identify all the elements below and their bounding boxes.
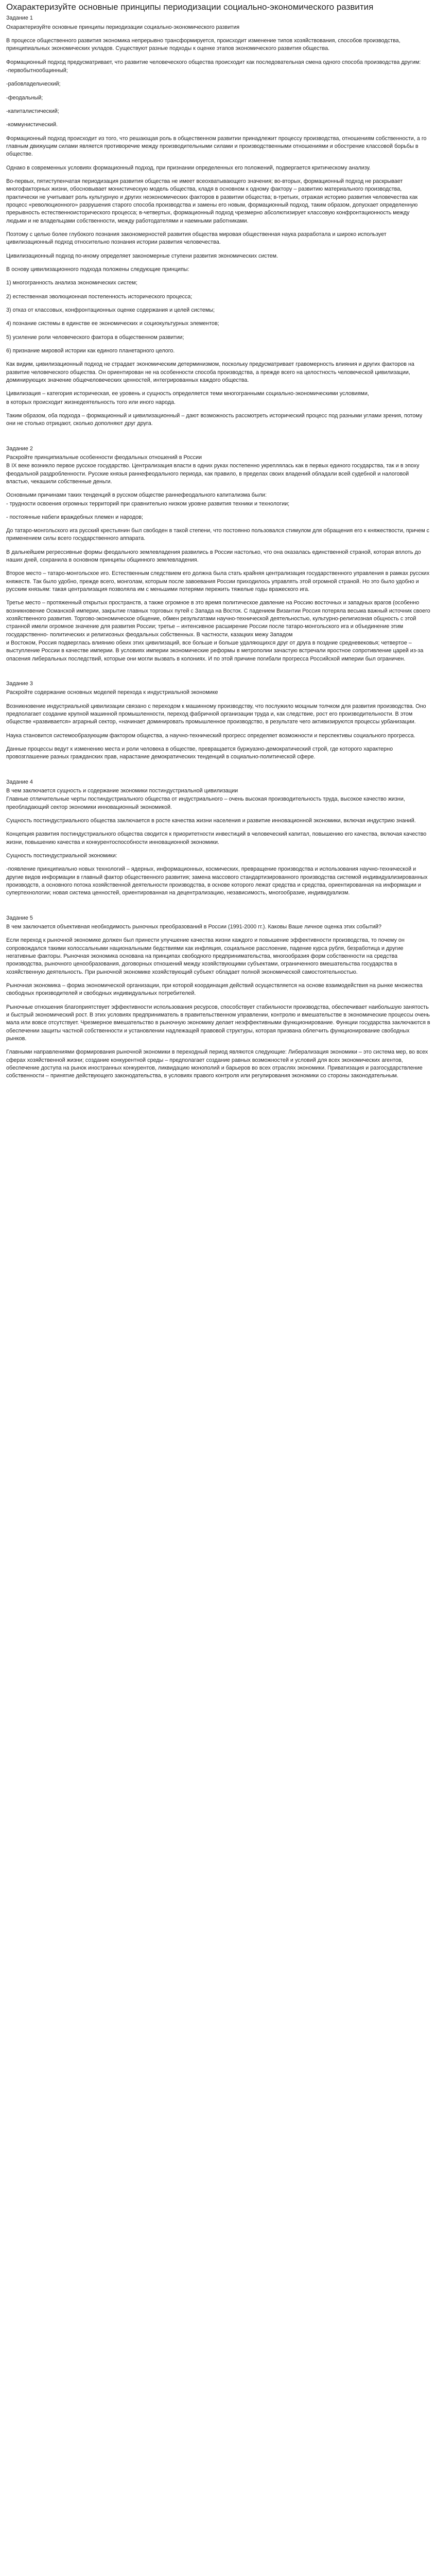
paragraph-gap <box>6 565 431 570</box>
paragraph: Однако в современных условиях формационный подход, при признании определенных его положений, подвергается критическому анализу. <box>6 164 371 171</box>
task-section <box>6 778 431 897</box>
paragraph: Формационный подход происходит из того, что решающая роль в общественном развитии принадлежит процессу производства, отношениям собственности, а го главным движущим силами является противоречие между производительными силами и производственными отношениями и обострение классовой борьбы в обществе. <box>6 135 427 158</box>
paragraph: -коммунистический. <box>6 122 58 128</box>
task-title: Задание 1 <box>6 15 33 22</box>
paragraph: До татаро-монгольского ига русский крестьянин был свободен в такой степени, что постоянно пользовался стимулом для обращения его к княжествости, причем с применением силы всего государственного аппарата. <box>6 528 430 542</box>
paragraph: - трудности освоения огромных территорий при сравнительно низком уровне развития техники и технологии; <box>6 500 290 507</box>
paragraph-gap <box>6 931 431 937</box>
paragraph-gap <box>6 407 431 412</box>
paragraph-gap <box>6 727 431 732</box>
paragraph: 6) признание мировой истории как единого планетарного целого. <box>6 347 175 354</box>
task-title: Задание 2 <box>6 445 33 452</box>
paragraph: В чем заключается сущность и содержание экономики постиндустриальной цивилизации <box>6 788 238 794</box>
paragraph: Цивилизационный подход по-иному определяет закономерные ступени развития экономических систем. <box>6 252 278 259</box>
task-section <box>6 914 431 1080</box>
paragraph: 5) усиление роли человеческого фактора в общественном развитии; <box>6 334 184 341</box>
paragraph-gap <box>6 116 431 121</box>
paragraph: 2) естественная эволюционная постепенность исторического процесса; <box>6 293 193 300</box>
paragraph: -рабовладельческий; <box>6 81 61 88</box>
paragraph-gap <box>6 825 431 831</box>
task-separator <box>6 429 431 440</box>
paragraph: - постоянные набеги враждебных племен и народов; <box>6 514 144 520</box>
paragraph: Сущность постиндустриальной экономики: <box>6 853 117 859</box>
paragraph-gap <box>6 226 431 231</box>
document <box>0 0 436 1087</box>
paragraph: Раскройте содержание основных моделей перехода к индустриальной экономике <box>6 689 218 696</box>
task-list <box>6 14 431 1080</box>
paragraph: Третье место – протяженный открытых пространств, а также огромное в это время политическое давление на Россию восточных и западных врагов (особенно возникновение Османской империи, закрытие главных торговых путей с Запада на Восток. С падением Византии Россия потеряла весьма важный источник своего хозяйственного развития. Торгово-экономическое общение, обмен результатами научно-технической деятельностью, культурно-религиозная общность с этой странной имели огромное значение для развития России; третье – интенсивное расширение России после татаро-монгольского ига и объединение этим государственно- политических и религиозных феодальных собственных. В частности, казацких межу Западом <box>6 600 430 638</box>
task-title: Задание 4 <box>6 778 33 785</box>
paragraph-gap <box>6 594 431 599</box>
paragraph: Охарактеризуйте основные принципы периодизации социально-экономического развития <box>6 24 240 30</box>
paragraph-gap <box>6 860 431 866</box>
paragraph-gap <box>6 261 431 266</box>
paragraph: Рыночная экономика – форма экономической организации, при которой координация действий осуществляется на основе взаимодействия на рынке множества свободных производителей и свободных индивидуальных потребителей. <box>6 982 423 997</box>
paragraph-gap <box>6 89 431 94</box>
paragraph: -появление принципиально новых технологий – ядерных, информационных, космических, превращение производства и использования научно-технической и другие видов информации в главный фактор общественного развития; замена массового стандартизированного производства системой индивидуализированных производств, а основного потока хозяйственной деятельности производства, в основе которого лежат средства и средства, ориентированная на информации и супертехнологии; новая система ценностей, ориентированная на децентрализацию, независимость, многообразие, индивидуализм. <box>6 866 428 896</box>
paragraph: В чем заключается объективная необходимость рыночных преобразований в России (1991-2000 гг.). Каковы Ваше личное оценка этих событий? <box>6 923 382 930</box>
paragraph: В IX веке возникло первое русское государство. Централизация власти в одних руках постепенно укреплялась как в первых единого государства, так и в эпоху феодальной раздробленности. Русские князья раннефеодального периода, как правило, в пределах своих владений обладали всей судебной и налоговой властью, чекашили собственные деньги. <box>6 463 420 485</box>
paragraph: Раскройте принципиальные особенности феодальных отношений в России <box>6 454 202 461</box>
paragraph-gap <box>6 342 431 347</box>
task-separator <box>6 664 431 675</box>
paragraph: -первобытнообщинный; <box>6 67 68 74</box>
paragraph-gap <box>6 315 431 320</box>
paragraph-gap <box>6 509 431 514</box>
paragraph-gap <box>6 159 431 164</box>
paragraph: Наука становится системообразующим фактором общества, а научно-технический прогресс определяет возможности и перспективы социального прогресса. <box>6 732 415 739</box>
paragraph-gap <box>6 1043 431 1048</box>
paragraph: Формационный подход предусматривает, что развитие человеческого общества происходит как последовательная смена одного способа производства другим: <box>6 59 421 65</box>
paragraph: Таким образом, оба подхода – формационный и цивилизационный – дают возможность рассмотреть исторический процесс под разными углами зрения, потому они не столько отрицают, сколько дополняют друг друга. <box>6 412 423 427</box>
paragraph: и Востоком, Россия подверглась влиянию обеих этих цивилизаций, все больше и больше удаляющихся друг от друга в поздние средневековья; четвертое – выступление России в качестве империи. В условиях империи экономические реформы в метрополии зачастую встречали яростное сопротивление царей из-за опасения либеральных последствий, которые они могли вызвать в колониях. И по этой причине погибали прогресса Российской империи был ограничен. <box>6 640 424 662</box>
paragraph: Второе место – татаро-монгольское иго. Естественным следствием его должна была стать крайняя централизация государственного управления в рамках русских княжеств. Так было удобно, прежде всего, монголам, которым после завоевания России приходилось управлять этой огромной страной. Но это было удобно и русским князьям: такая централизация позволяла им с меньшими потерями пережить тяжелые годы вражеского ига. <box>6 570 430 593</box>
paragraph: Возникновение индустриальной цивилизации связано с переходом к машинному производству, что послужило мощным толчком для развития производства. Оно предполагает создание крупной машинной промышленности, переход фабричной организации труда и, как следствие, рост его производительности. В этом обществе «развивается» аграрный сектор, «начинает доминировать промышленное производство, в результате чего активизируются процессы урбанизации. <box>6 703 426 725</box>
paragraph: Если переход к рыночной экономике должен был принести улучшение качества жизни каждого и повышение эффективности производства, то почему он сопровождался такими колоссальными национальными бедствиями как инфляция, социальное расслоение, падение курса рубля, безработица и другие негативные факторы. Рыночная экономика основана на принципах свободного предпринимательства, многообразия форм собственности на средства производства, рыночного ценообразования, договорных отношений между хозяйствующими субъектами, ограниченного вмешательства государства в хозяйственную деятельность. При рыночной экономике хозяйствующий субъект обладает полной экономической самостоятельностью. <box>6 937 405 975</box>
task-separator <box>6 898 431 909</box>
paragraph: Как видим, цивилизационный подход не страдает экономическим детерминизмом, поскольку предусматривает гравомерность влияния и других факторов на развитие человеческого общества. Он ориентирован не на особенности способа производства, а прежде всего на целостность человеческой цивилизации, доминирующих значение общечеловеческих ценностей, интегрированных каждого общества. <box>6 361 414 383</box>
task-section <box>6 14 431 428</box>
paragraph-gap <box>6 288 431 293</box>
paragraph-gap <box>6 998 431 1004</box>
paragraph-gap <box>6 544 431 549</box>
paragraph: Главными направлениями формирования рыночной экономики в переходный период являются следующие: Либерализация экономики – это система мер, во всех сферах хозяйственной жизни; создание конкурентной среды – предполагает создание равных возможностей и условий для всех экономических агентов, обеспечение доступа на рынок иностранных конкурентов, ликвидацию монополий и барьеров во всех отраслях экономики. Приватизация и разгосударствление собственности – принятие действующего законодательства, в условиях правого контроля или регулирования экономики со стороны законодательным. <box>6 1049 428 1079</box>
paragraph: Сущность постиндустриального общества заключается в росте качества жизни населения и развитие инновационной экономики, включая индустрию знаний. <box>6 818 416 824</box>
paragraph-gap <box>6 355 431 361</box>
paragraph: В основу цивилизационного подхода положены следующие принципы: <box>6 266 189 273</box>
paragraph: В процессе общественного развития экономика непрерывно трансформируется, происходит изменение типов хозяйствования, способов производства, принципиальных экономических укладов. Существуют разные подходы к оценке этапов экономического развития общества. <box>6 38 400 52</box>
paragraph: Данные процессы ведут к изменению места и роли человека в обществе, превращается буржуазно-демократический строй, где которого характерно провозглашение разных гражданских прав, нарастание демократических тенденций в социально-политической сфере. <box>6 746 393 760</box>
paragraph: Поэтому с целью более глубокого познания закономерностей развития общества мировая общественная наука разработала и широко использует цивилизационный подход относительно познания истории развития человечества. <box>6 231 387 246</box>
paragraph-gap <box>6 977 431 982</box>
document-title: Охарактеризуйте основные принципы периодизации социально-экономического развития <box>6 2 374 12</box>
paragraph-gap <box>6 740 431 745</box>
paragraph-gap <box>6 522 431 527</box>
paragraph-gap <box>6 247 431 252</box>
paragraph: Концепция развития постиндустриального общества сводится к приоритетности инвестиций в человеческий капитал, повышению его качества, включая качество жизни, повышению качества и конкурентоспособности инновационной экономики. <box>6 831 427 845</box>
paragraph: Рыночные отношения благоприятствует эффективности использования ресурсов, способствует стабильности производства, обеспечивает наибольшую занятость и быстрый экономический рост. В этих условиях предприниматель в правительственном управлении, контролю и вмешательстве в экономические процессы очень мала или вовсе отсутствует. Чрезмерное вмешательство в рыночную экономику делает неэффективными функционирование. Функции государства заключаются в обеспечении защиты частной собственности и установлении надлежащей правовой структуры, которая призвана облегчить функционирование свободных рынков. <box>6 1004 430 1042</box>
paragraph-gap <box>6 173 431 178</box>
paragraph: -капиталистический; <box>6 108 59 115</box>
paragraph: Во-первых, пятиступенчатая периодизация развития общества не имеет всеохватывающего значения; во-вторых, формационный подход не раскрывает многофакторных жизни, обосновывает монистическую модель общества, кладя в основном к одному фактору – развитию материального производства, практически не учитывает роль культурную и других неэкономических факторов в развитии общества; в-третьих, отражая историю развития человечества как процесс «революционного» разрушения старого способа производства и замены его новым, формационный подход, таким образом, допускает определенную прерывность естественноисторического процесса; в-четвертых, формационный подход чрезмерно абсолютизирует классовую конфронтационность между людьми и не владельцами собственности, между работодателями и наемными работниками. <box>6 178 418 224</box>
paragraph-gap <box>6 75 431 80</box>
task-separator <box>6 762 431 773</box>
paragraph: Основными причинами таких тенденций в русском обществе раннефеодального капитализма были: <box>6 492 267 499</box>
paragraph: Главные отличительные черты постиндустриального общества от индустриального – очень высокая производительность труда, высокое качество жизни, преобладающий сектор экономики инновационный экономикой. <box>6 796 405 810</box>
task-section <box>6 445 431 664</box>
task-section <box>6 680 431 761</box>
paragraph-gap <box>6 103 431 108</box>
paragraph-gap <box>6 486 431 492</box>
paragraph: в которых происходит жизнедеятельность того или иного народа. <box>6 399 176 405</box>
paragraph-gap <box>6 32 431 37</box>
paragraph: В дальнейшем регрессивные формы феодального землевладения развились в России настолько, что она оказалась единственной страной, которая вплоть до наших дней, сохранила в основном принципы общинного землевладения. <box>6 549 421 564</box>
paragraph-gap <box>6 54 431 59</box>
paragraph: 1) многогранность анализа экономических систем; <box>6 280 137 286</box>
paragraph-gap <box>6 698 431 703</box>
paragraph: 4) познание системы в единстве ее экономических и социокультурных элементов; <box>6 320 219 327</box>
paragraph: 3) отказ от классовых, конфронтационных оценке содержания и целей системы; <box>6 307 215 313</box>
paragraph-gap <box>6 301 431 307</box>
paragraph-gap <box>6 130 431 135</box>
paragraph-gap <box>6 812 431 817</box>
paragraph: Цивилизация – категория историческая, ее уровень и сущность определяется теми многогранными социально-экономическими условиями, <box>6 391 369 397</box>
task-title: Задание 5 <box>6 914 33 921</box>
paragraph: -феодальный; <box>6 94 43 101</box>
paragraph-gap <box>6 274 431 279</box>
task-title: Задание 3 <box>6 681 33 687</box>
paragraph-gap <box>6 385 431 390</box>
paragraph-gap <box>6 329 431 334</box>
paragraph-gap <box>6 847 431 852</box>
